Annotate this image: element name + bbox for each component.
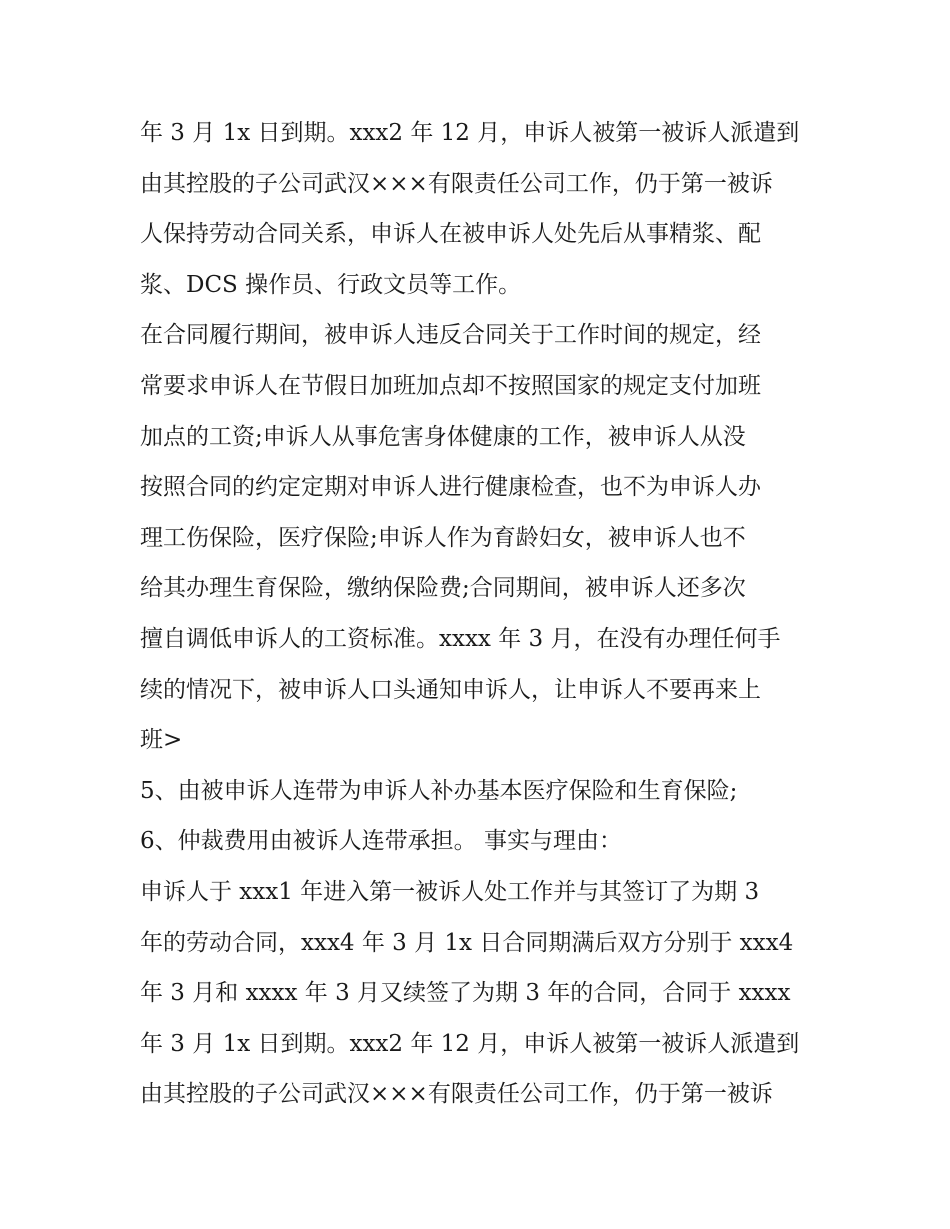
text-line: 5、由被申诉人连带为申诉人补办基本医疗保险和生育保险;	[140, 777, 738, 804]
text-line: 年 3 月和 xxxx 年 3 月又续签了为期 3 年的合同，合同于 xxxx	[140, 980, 791, 1007]
text-line: 给其办理生育保险，缴纳保险费;合同期间，被申诉人还多次	[140, 575, 746, 602]
text-line: 浆、DCS 操作员、行政文员等工作。	[140, 271, 522, 298]
text-line: 加点的工资;申诉人从事危害身体健康的工作，被申诉人从没	[140, 423, 746, 450]
text-line: 班>	[140, 727, 183, 754]
text-line: 申诉人于 xxx1 年进入第一被诉人处工作并与其签订了为期 3	[140, 878, 760, 905]
text-line: 常要求申诉人在节假日加班加点却不按照国家的规定支付加班	[140, 372, 761, 399]
text-line: 擅自调低申诉人的工资标准。xxxx 年 3 月，在没有办理任何手	[140, 625, 781, 652]
text-line: 6、仲裁费用由被诉人连带承担。 事实与理由：	[140, 828, 622, 855]
text-line: 在合同履行期间，被申诉人违反合同关于工作时间的规定，经	[140, 322, 761, 349]
document-body	[140, 108, 820, 1120]
text-line: 年的劳动合同，xxx4 年 3 月 1x 日合同期满后双方分别于 xxx4	[140, 929, 794, 956]
text-line: 理工伤保险，医疗保险;申诉人作为育龄妇女，被申诉人也不	[140, 524, 746, 551]
text-line: 按照合同的约定定期对申诉人进行健康检查，也不为申诉人办	[140, 474, 761, 501]
text-line: 人保持劳动合同关系，申诉人在被申诉人处先后从事精浆、配	[140, 221, 761, 248]
text-line: 续的情况下，被申诉人口头通知申诉人，让申诉人不要再来上	[140, 676, 761, 703]
text-line: 年 3 月 1x 日到期。xxx2 年 12 月，申诉人被第一被诉人派遣到	[140, 120, 800, 146]
text-line: 由其控股的子公司武汉×××有限责任公司工作，仍于第一被诉	[140, 170, 773, 197]
text-line: 年 3 月 1x 日到期。xxx2 年 12 月，申诉人被第一被诉人派遣到	[140, 1030, 800, 1057]
text-line: 由其控股的子公司武汉×××有限责任公司工作，仍于第一被诉	[140, 1081, 773, 1108]
